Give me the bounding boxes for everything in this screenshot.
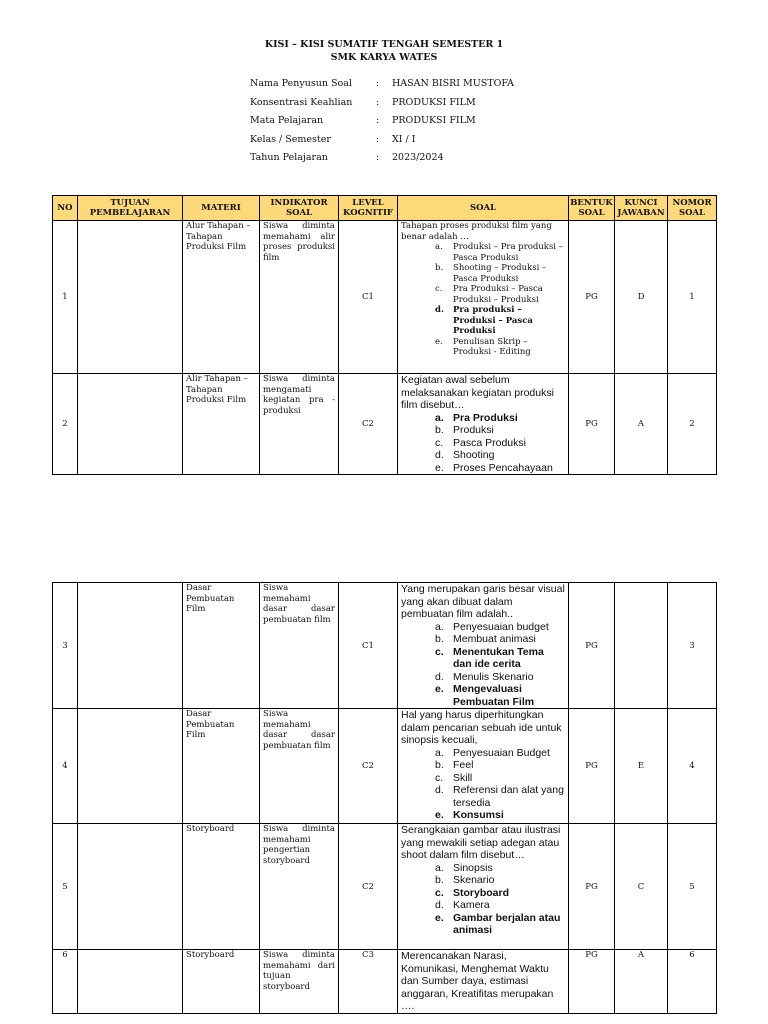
option-text: Skill [453,771,473,784]
option-d [435,305,565,337]
col-header-soal: SOAL [398,196,569,221]
option-letter: b. [435,424,444,436]
col-header-kunci: KUNCI JAWABAN [615,196,668,221]
cell-materi: Storyboard [183,950,260,1014]
cell-kunci: D [615,221,668,374]
cell-bentuk: PG [569,374,615,475]
option-letter: c. [435,886,444,899]
document-title [0,38,768,64]
cell-materi: Alir Tahapan – Tahapan Produksi Film [183,374,260,475]
option-a [435,242,565,263]
table-row [53,583,717,709]
col-header-materi: MATERI [183,196,260,221]
option-letter: c. [435,284,443,294]
cell-nomor: 1 [668,221,717,374]
col-header-nomor: NOMOR SOAL [668,196,717,221]
meta-colon: : [376,115,380,126]
option-letter: b. [435,263,444,273]
table-row [53,824,717,950]
option-c [435,886,565,900]
cell-no: 5 [53,824,78,950]
option-a [435,620,565,634]
cell-bentuk: PG [569,583,615,709]
option-b [435,263,565,284]
option-text: Pra Produksi – Pasca Produksi – Produksi [453,284,543,305]
option-e [435,461,565,475]
option-text: Sinopsis [453,861,493,874]
option-text: Gambar berjalan atau animasi [453,911,561,936]
meta-value: HASAN BISRI MUSTOFA [392,78,515,89]
option-letter: d. [435,670,444,683]
col-header-tujuan: TUJUAN PEMBELAJARAN [78,196,183,221]
meta-value: 2023/2024 [392,152,444,163]
option-a [435,746,565,760]
option-b [435,759,565,772]
option-e [435,336,565,358]
option-letter: e. [435,809,444,821]
option-list [401,242,565,358]
option-letter: a. [435,242,443,252]
option-letter: e. [435,461,444,474]
option-letter: e. [435,683,444,695]
option-c [435,771,565,785]
cell-nomor: 3 [668,583,717,709]
table-row [53,950,717,1014]
col-header-indikator: INDIKATOR SOAL [260,196,339,221]
question-text: Tahapan proses produksi film yang benar adalah … [401,221,552,242]
option-text: Feel [453,759,474,771]
option-text: Penyesuaian budget [453,620,549,633]
option-text: Proses Pencahayaan [453,461,553,474]
cell-soal [398,374,569,475]
cell-soal [398,950,569,1014]
option-text: Produksi – Pra produksi – Pasca Produksi [453,242,563,263]
question-text: Merencanakan Narasi, Komunikasi, Menghemat Waktu dan Sumber daya, estimasi anggaran, Kreatifitas merupakan …. [401,950,554,1012]
option-text: Storyboard [453,886,510,899]
cell-no: 3 [53,583,78,709]
cell-bentuk: PG [569,221,615,374]
cell-indikator: Siswa diminta memahami dari tujuan storyboard [260,950,339,1014]
cell-indikator: Siswa diminta memahami pengertian storyboard [260,824,339,950]
option-d [435,899,565,912]
option-text: Referensi dan alat yang tersedia [453,784,564,809]
option-text: Shooting – Produksi – Pasca Produksi [453,263,547,284]
cell-nomor: 6 [668,950,717,1014]
option-text: Menentukan Tema dan ide cerita [453,645,544,670]
meta-value: XI / I [392,133,416,145]
cell-indikator: Siswa memahami dasar dasar pembuatan film [260,583,339,709]
cell-level: C1 [339,583,398,709]
option-letter: c. [435,771,444,784]
cell-nomor: 2 [668,374,717,475]
question-text: Hal yang harus diperhitungkan dalam pencarian sebuah ide untuk sinopsis kecuali, [401,709,562,746]
option-text: Skenario [453,874,495,886]
table-row [53,709,717,824]
cell-indikator: Siswa memahami dasar dasar pembuatan film [260,709,339,824]
option-text: Penulisan Skrip – Produksi - Editing [453,336,531,357]
cell-kunci: A [615,950,668,1014]
option-c [435,436,565,450]
option-text: Produksi [453,424,494,436]
option-list [401,412,565,475]
meta-colon: : [376,152,380,163]
option-text: Pra produksi – Produksi – Pasca Produksi [453,305,533,336]
option-d [435,449,565,462]
cell-materi: Alur Tahapan – Tahapan Produksi Film [183,221,260,374]
option-letter: d. [435,449,444,461]
cell-indikator: Siswa diminta mengamati kegiatan pra - produksi [260,374,339,475]
option-letter: a. [435,411,444,424]
option-letter: b. [435,874,444,886]
option-letter: e. [435,911,444,924]
option-c [435,284,565,305]
option-letter: d. [435,784,444,796]
cell-nomor: 4 [668,709,717,824]
option-c [435,645,565,671]
cell-level: C1 [339,221,398,374]
option-list [401,621,565,709]
table-row [53,221,717,374]
cell-bentuk: PG [569,950,615,1014]
option-letter: d. [435,305,444,315]
cell-level: C2 [339,374,398,475]
cell-kunci [615,583,668,709]
option-text: Kamera [453,899,490,911]
table-row [53,374,717,475]
option-d [435,670,565,684]
option-letter: a. [435,620,444,633]
option-text: Pra Produksi [453,411,518,424]
cell-no: 4 [53,709,78,824]
option-letter: a. [435,861,444,874]
option-e [435,911,565,937]
cell-no: 2 [53,374,78,475]
cell-soal [398,221,569,374]
cell-no: 6 [53,950,78,1014]
cell-soal [398,824,569,950]
col-header-bentuk: BENTUK SOAL [569,196,615,221]
option-list [401,862,565,937]
option-letter: c. [435,436,444,449]
option-letter: a. [435,746,444,759]
option-text: Penyesuaian Budget [453,746,550,759]
cell-materi: Dasar Pembuatan Film [183,583,260,709]
meta-label: Nama Penyusun Soal [250,78,352,89]
option-letter: e. [435,336,443,347]
option-a [435,861,565,875]
cell-materi: Storyboard [183,824,260,950]
cell-level: C2 [339,709,398,824]
option-letter: d. [435,899,444,911]
option-b [435,874,565,887]
option-list [401,747,565,822]
option-letter: b. [435,759,444,771]
col-header-level: LEVEL KOGNITIF [339,196,398,221]
kisi-table-page-2 [52,582,717,1014]
meta-colon: : [376,133,380,145]
meta-label: Tahun Pelajaran [250,152,328,163]
cell-level: C3 [339,950,398,1014]
cell-level: C2 [339,824,398,950]
kisi-table-page-1 [52,195,717,475]
option-text: Shooting [453,449,495,461]
meta-label: Konsentrasi Keahlian [250,96,353,108]
option-text: Mengevaluasi Pembuatan Film [453,683,535,708]
cell-nomor: 5 [668,824,717,950]
table-header-row [53,196,717,221]
option-a [435,411,565,425]
option-e [435,683,565,708]
cell-soal [398,709,569,824]
option-e [435,809,565,822]
cell-bentuk: PG [569,824,615,950]
meta-label: Mata Pelajaran [250,115,324,126]
cell-tujuan [78,709,183,824]
option-letter: b. [435,633,444,645]
option-b [435,633,565,646]
title-line-1: KISI – KISI SUMATIF TENGAH SEMESTER 1 [264,39,504,50]
cell-soal [398,583,569,709]
cell-kunci: A [615,374,668,475]
cell-tujuan [78,824,183,950]
meta-colon: : [376,96,380,108]
cell-tujuan [78,221,183,374]
cell-tujuan [78,950,183,1014]
meta-label: Kelas / Semester [250,133,331,145]
col-header-no: NO [53,196,78,221]
question-text: Serangkaian gambar atau ilustrasi yang mewakili setiap adegan atau shoot dalam film disebut… [401,824,561,861]
title-line-2: SMK KARYA WATES [330,52,438,63]
option-text: Membuat animasi [453,633,536,645]
option-letter: c. [435,645,444,658]
cell-indikator: Siswa diminta memahami alir proses produksi film [260,221,339,374]
cell-kunci: C [615,824,668,950]
option-text: Pasca Produksi [453,436,526,449]
meta-value: PRODUKSI FILM [392,115,476,126]
meta-value: PRODUKSI FILM [392,96,476,108]
option-text: Konsumsi [453,809,504,821]
option-b [435,424,565,437]
cell-tujuan [78,374,183,475]
cell-tujuan [78,583,183,709]
option-d [435,784,565,809]
cell-bentuk: PG [569,709,615,824]
cell-materi: Dasar Pembuatan Film [183,709,260,824]
question-text: Kegiatan awal sebelum melaksanakan kegiatan produksi film disebut… [401,374,554,411]
option-text: Menulis Skenario [453,670,534,683]
cell-no: 1 [53,221,78,374]
meta-colon: : [376,78,380,89]
question-text: Yang merupakan garis besar visual yang akan dibuat dalam pembuatan film adalah.. [401,583,565,620]
cell-kunci: E [615,709,668,824]
